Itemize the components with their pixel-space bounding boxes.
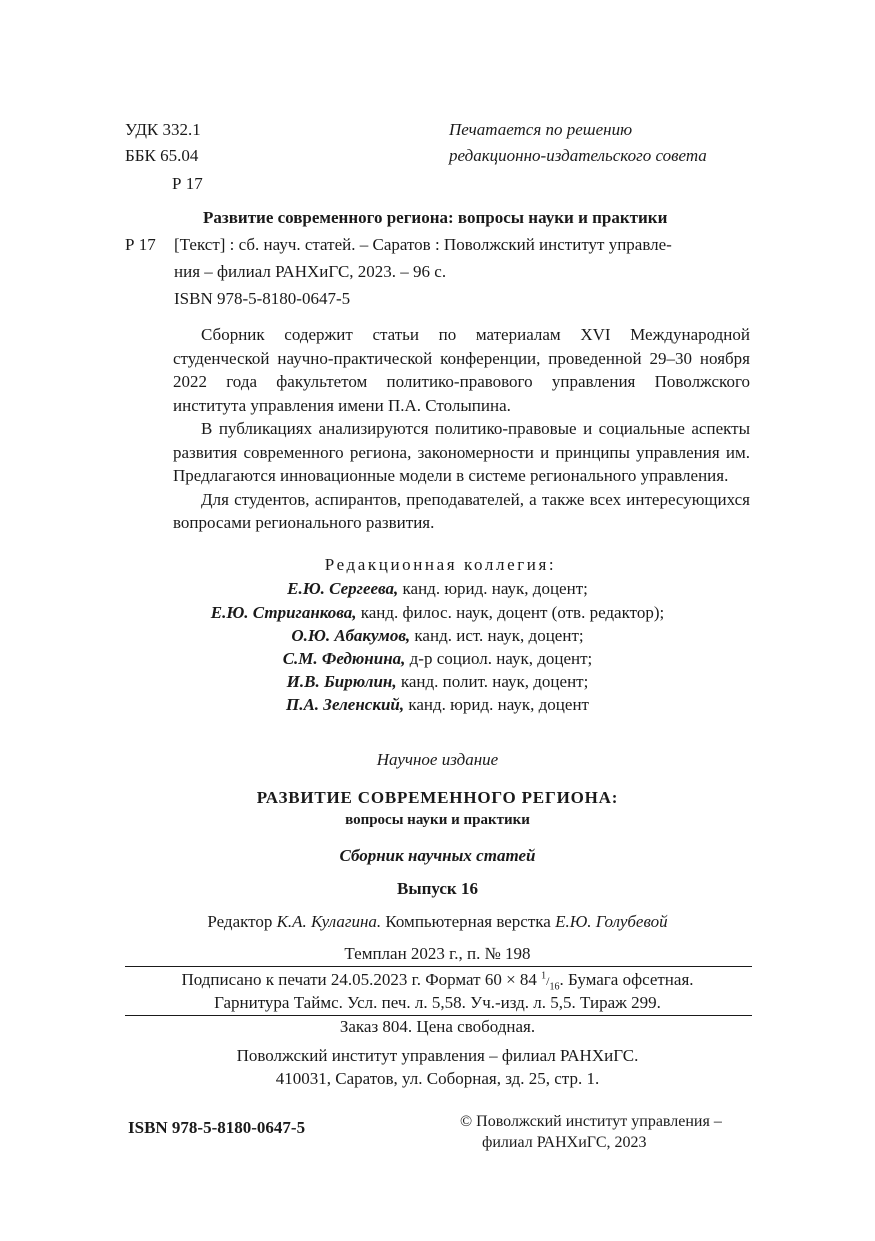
edition-kind: Сборник научных статей	[339, 846, 536, 865]
biblio-mark: Р 17	[125, 235, 156, 254]
board-member	[125, 579, 750, 599]
board-member-name: П.А. Зеленский,	[286, 695, 405, 714]
abstract-paragraph: Сборник содержит статьи по материалам XVI Международной студенческой научно-практической конференции, проведенной 29–30 ноября 2022 года факультетом политико-правового управления Поволжского института управления имени П.А. Столыпина.	[173, 325, 750, 415]
board-member-role: канд. филос. наук, доцент (отв. редактор);	[356, 603, 665, 622]
board-member-role: канд. юрид. наук, доцент;	[398, 579, 588, 598]
rule-bottom	[125, 1015, 752, 1016]
board-member-name: О.Ю. Абакумов,	[291, 626, 411, 645]
layout-label: Компьютерная верстка	[385, 912, 551, 931]
typeface-line: Гарнитура Таймс. Усл. печ. л. 5,58. Уч.-изд. л. 5,5. Тираж 299.	[214, 993, 661, 1012]
book-title: Развитие современного региона: вопросы науки и практики	[203, 208, 668, 227]
board-member-name: Е.Ю. Сергеева,	[287, 579, 399, 598]
editor-label: Редактор	[207, 912, 273, 931]
abstract-paragraph: Для студентов, аспирантов, преподавателей, а также всех интересующихся вопросами регионального развития.	[173, 489, 750, 532]
signed-line: Подписано к печати 24.05.2023 г. Формат 60 × 84 $^1/_{16}$. Бумага офсетная.	[181, 970, 694, 993]
author-mark: Р 17	[172, 174, 203, 193]
board-member-role: канд. ист. наук, доцент;	[410, 626, 584, 645]
publisher-line1: Поволжский институт управления – филиал РАНХиГС.	[236, 1046, 639, 1065]
abstract	[173, 323, 750, 535]
biblio-line1: [Текст] : сб. науч. статей. – Саратов : Поволжский институт управле-	[174, 235, 672, 254]
edition-type: Научное издание	[376, 750, 499, 769]
templan-line: Темплан 2023 г., п. № 198	[344, 944, 531, 963]
board-member	[125, 603, 750, 623]
format-denominator: 16	[549, 981, 560, 993]
board-member	[125, 649, 750, 669]
issue-number: Выпуск 16	[397, 879, 478, 898]
publisher-line2: 410031, Саратов, ул. Соборная, зд. 25, стр. 1.	[275, 1069, 600, 1088]
signed-suffix: . Бумага офсетная.	[559, 970, 694, 989]
board-member-role: канд. полит. наук, доцент;	[396, 672, 589, 691]
signed-prefix: Подписано к печати 24.05.2023 г. Формат 60 × 84	[181, 970, 537, 989]
copyright-line2: филиал РАНХиГС, 2023	[482, 1134, 647, 1151]
print-note-line1: Печатается по решению	[449, 120, 633, 139]
format-numerator: 1	[541, 970, 547, 982]
print-note-line2: редакционно-издательского совета	[449, 146, 707, 165]
isbn-line: ISBN 978-5-8180-0647-5	[174, 289, 351, 308]
board-member-name: И.В. Бирюлин,	[286, 672, 397, 691]
copyright-line1: © Поволжский институт управления –	[460, 1113, 722, 1130]
bbk-code: ББК 65.04	[125, 146, 199, 165]
board-member-name: С.М. Федюнина,	[282, 649, 406, 668]
rule-top	[125, 966, 752, 967]
abstract-paragraph: В публикациях анализируются политико-правовые и социальные аспекты развития современного региона, закономерности и принципы управления им. Предлагаются инновационные модели в системе регионального управления.	[173, 419, 750, 485]
editors-line	[125, 912, 750, 932]
biblio-line2: ния – филиал РАНХиГС, 2023. – 96 с.	[174, 262, 447, 281]
board-heading: Редакционная коллегия:	[324, 555, 557, 574]
board-member-name: Е.Ю. Стриганкова,	[210, 603, 357, 622]
board-member-role: д-р социол. наук, доцент;	[405, 649, 593, 668]
editor-name: К.А. Кулагина.	[276, 912, 382, 931]
board-member	[125, 695, 750, 715]
udk-code: УДК 332.1	[125, 120, 201, 139]
board-member	[125, 626, 750, 646]
board-member	[125, 672, 750, 692]
order-line: Заказ 804. Цена свободная.	[339, 1017, 536, 1036]
layout-name: Е.Ю. Голубевой	[555, 912, 668, 931]
isbn-bold: ISBN 978-5-8180-0647-5	[128, 1118, 306, 1137]
edition-title: РАЗВИТИЕ СОВРЕМЕННОГО РЕГИОНА:	[256, 788, 619, 807]
edition-subtitle: вопросы науки и практики	[345, 812, 530, 828]
board-member-role: канд. юрид. наук, доцент	[404, 695, 589, 714]
